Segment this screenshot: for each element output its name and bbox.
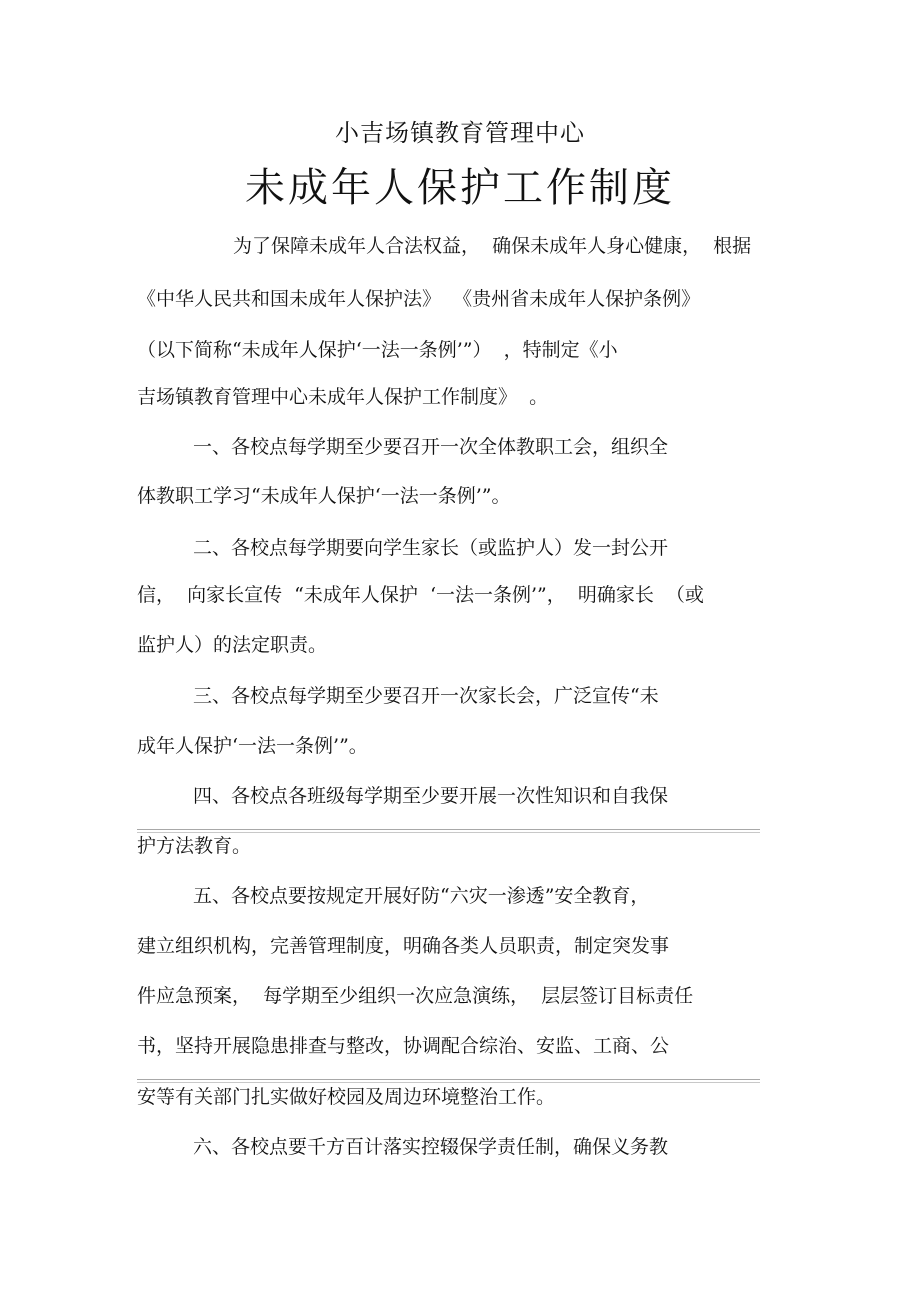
horizontal-rule: [137, 829, 760, 833]
body-line: 信， 向家长宣传 “未成年人保护 ‘一法一条例’”， 明确家长 （或: [137, 584, 704, 606]
body-line: 吉场镇教育管理中心未成年人保护工作制度》 。: [137, 386, 549, 408]
body-line: 安等有关部门扎实做好校园及周边环境整治工作。: [137, 1086, 556, 1108]
organization-title: 小吉场镇教育管理中心: [335, 119, 585, 147]
horizontal-rule: [137, 1079, 760, 1083]
body-line: 六、各校点要千方百计落实控辍保学责任制，确保义务教: [193, 1136, 669, 1158]
body-line: 《中华人民共和国未成年人保护法》 《贵州省未成年人保护条例》: [137, 288, 701, 310]
body-line: 三、各校点每学期至少要召开一次家长会，广泛宣传“未: [193, 685, 659, 707]
body-line: 为了保障未成年人合法权益， 确保未成年人身心健康， 根据: [233, 235, 752, 257]
body-line: 护方法教育。: [137, 835, 252, 857]
body-line: 书，坚持开展隐患排查与整改，协调配合综治、安监、工商、公: [137, 1035, 670, 1057]
body-line: 建立组织机构，完善管理制度，明确各类人员职责，制定突发事: [137, 935, 670, 957]
body-line: （以下简称“未成年人保护‘一法一条例’”） ，特制定《小: [137, 339, 618, 361]
body-line: 二、各校点每学期要向学生家长（或监护人）发一封公开: [193, 537, 669, 559]
body-line: 四、各校点各班级每学期至少要开展一次性知识和自我保: [193, 785, 669, 807]
body-line: 体教职工学习“未成年人保护‘一法一条例’”。: [137, 485, 511, 507]
body-line: 件应急预案， 每学期至少组织一次应急演练， 层层签订目标责任: [137, 985, 694, 1007]
body-line: 一、各校点每学期至少要召开一次全体教职工会，组织全: [193, 436, 669, 458]
document-title: 未成年人保护工作制度: [245, 165, 675, 211]
body-line: 五、各校点要按规定开展好防“六灾一渗透”安全教育，: [193, 885, 650, 907]
body-line: 监护人）的法定职责。: [137, 634, 328, 656]
body-line: 成年人保护‘一法一条例’”。: [137, 735, 368, 757]
